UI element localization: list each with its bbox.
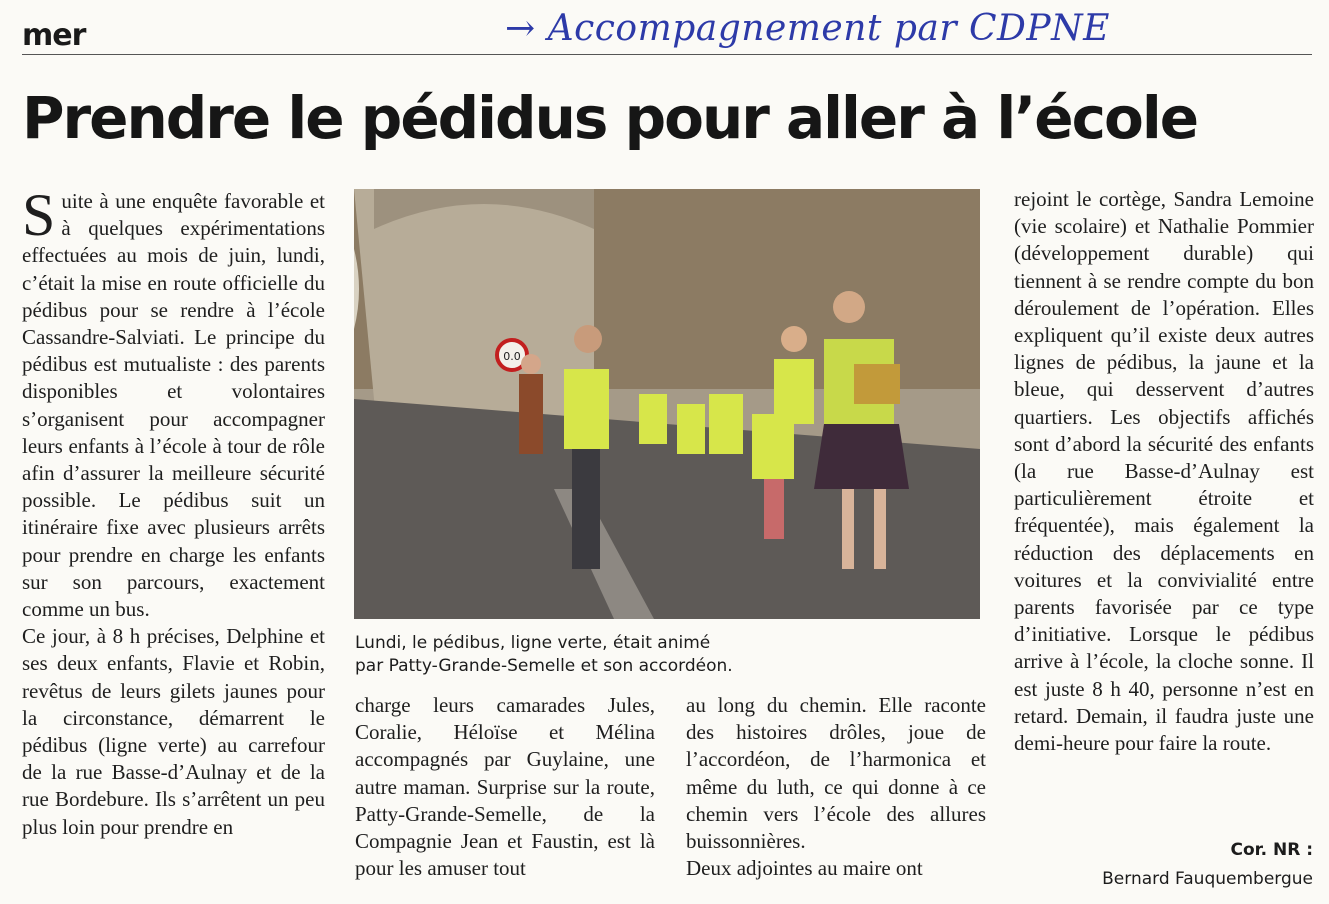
article-column-3	[686, 692, 986, 882]
vest-child-2	[677, 404, 705, 454]
credit-label: Cor. NR :	[1230, 840, 1313, 860]
handwritten-annotation: → Accompagnement par CDPNE	[505, 8, 1110, 49]
adult-head-1	[521, 354, 541, 374]
adult-legs-2	[572, 449, 600, 569]
musician-head	[833, 291, 865, 323]
header-rule	[22, 54, 1312, 55]
musician-skirt	[814, 424, 909, 489]
author-credit	[1102, 836, 1313, 894]
adult-head-2	[574, 325, 602, 353]
vest-child-3	[709, 394, 743, 454]
adult-figure-1	[519, 374, 543, 454]
vest-adult-2	[564, 369, 609, 449]
article-paragraph-1	[22, 182, 325, 623]
musician-leg-left	[842, 489, 854, 569]
article-headline: Prendre le pédidus pour aller à l’école	[22, 84, 1198, 152]
vest-child-1	[639, 394, 667, 444]
photo-illustration	[354, 189, 980, 619]
column-2-text: charge leurs camarades Jules, Coralie, Héloïse et Mélina accompagnés par Guylaine, une autre maman. Surprise sur la route, Patty-Grande-Semelle, de la Compagnie Jean et Faustin, est là pour les amuser tout	[355, 693, 655, 881]
vest-adult-3	[774, 359, 814, 424]
article-paragraph-2: Ce jour, à 8 h précises, Delphine et ses deux enfants, Flavie et Robin, revêtus de leurs gilets jaunes pour la circonstance, démarrent le pédibus (ligne verte) au carrefour de la rue Basse-d’Aulnay et de la rue Bordebure. Ils s’arrêtent un peu plus loin pour prendre en	[22, 624, 325, 839]
section-label: mer	[22, 18, 86, 53]
adult-head-3	[781, 326, 807, 352]
column-4-text: rejoint le cortège, Sandra Lemoine (vie scolaire) et Nathalie Pommier (développement durable) qui tiennent à se rendre compte du bon déroulement de l’opération. Elles expliquent qu’il existe deux autres lignes de pédibus, la jaune et la bleue, qui desservent d’autres quartiers. Les objectifs affichés sont d’abord la sécurité des enfants (la rue Basse-d’Aulnay est particulièrement étroite et fréquentée), mais également la réduction des déplacements en voitures et la convivialité entre parents favorisée par ce type d’initiative. Lorsque le pédibus arrive à l’école, la cloche sonne. Il est juste 8 h 40, personne n’est en retard. Demain, il faudra juste une demi-heure pour faire la route.	[1014, 187, 1314, 756]
photo-caption	[355, 632, 975, 678]
column-3-paragraph-2: Deux adjointes au maire ont	[686, 856, 923, 881]
article-photo	[354, 189, 980, 619]
child-legs-4	[764, 479, 784, 539]
article-column-4	[1014, 186, 1314, 757]
drop-cap: S	[22, 182, 56, 248]
road-sign-text: 0.0	[503, 350, 521, 363]
accordion-icon	[854, 364, 900, 404]
credit-author: Bernard Fauquembergue	[1102, 869, 1313, 889]
caption-line-2: par Patty-Grande-Semelle et son accordéon.	[355, 656, 733, 676]
article-column-1	[22, 182, 325, 841]
column-3-paragraph-1: au long du chemin. Elle raconte des histoires drôles, joue de l’accordéon, de l’harmonica et même du luth, ce qui donne à ce chemin vers l’école des allures buissonnières.	[686, 693, 986, 854]
paragraph-1-text: uite à une enquête favorable et à quelques expérimentations effectuées au mois de juin, lundi, c’était la mise en route officielle du pédibus pour se rendre à l’école Cassandre-Salviati. Le principe du pédibus est mutualiste : des parents disponibles et volontaires s’organisent pour accompagner leurs enfants à l’école à tour de rôle afin d’assurer la meilleure sécurité possible. Le pédibus suit un itinéraire fixe avec plusieurs arrêts pour prendre en charge les enfants sur son parcours, exactement comme un bus.	[22, 189, 325, 622]
musician-leg-right	[874, 489, 886, 569]
caption-line-1: Lundi, le pédibus, ligne verte, était animé	[355, 633, 711, 653]
article-column-2	[355, 692, 655, 882]
